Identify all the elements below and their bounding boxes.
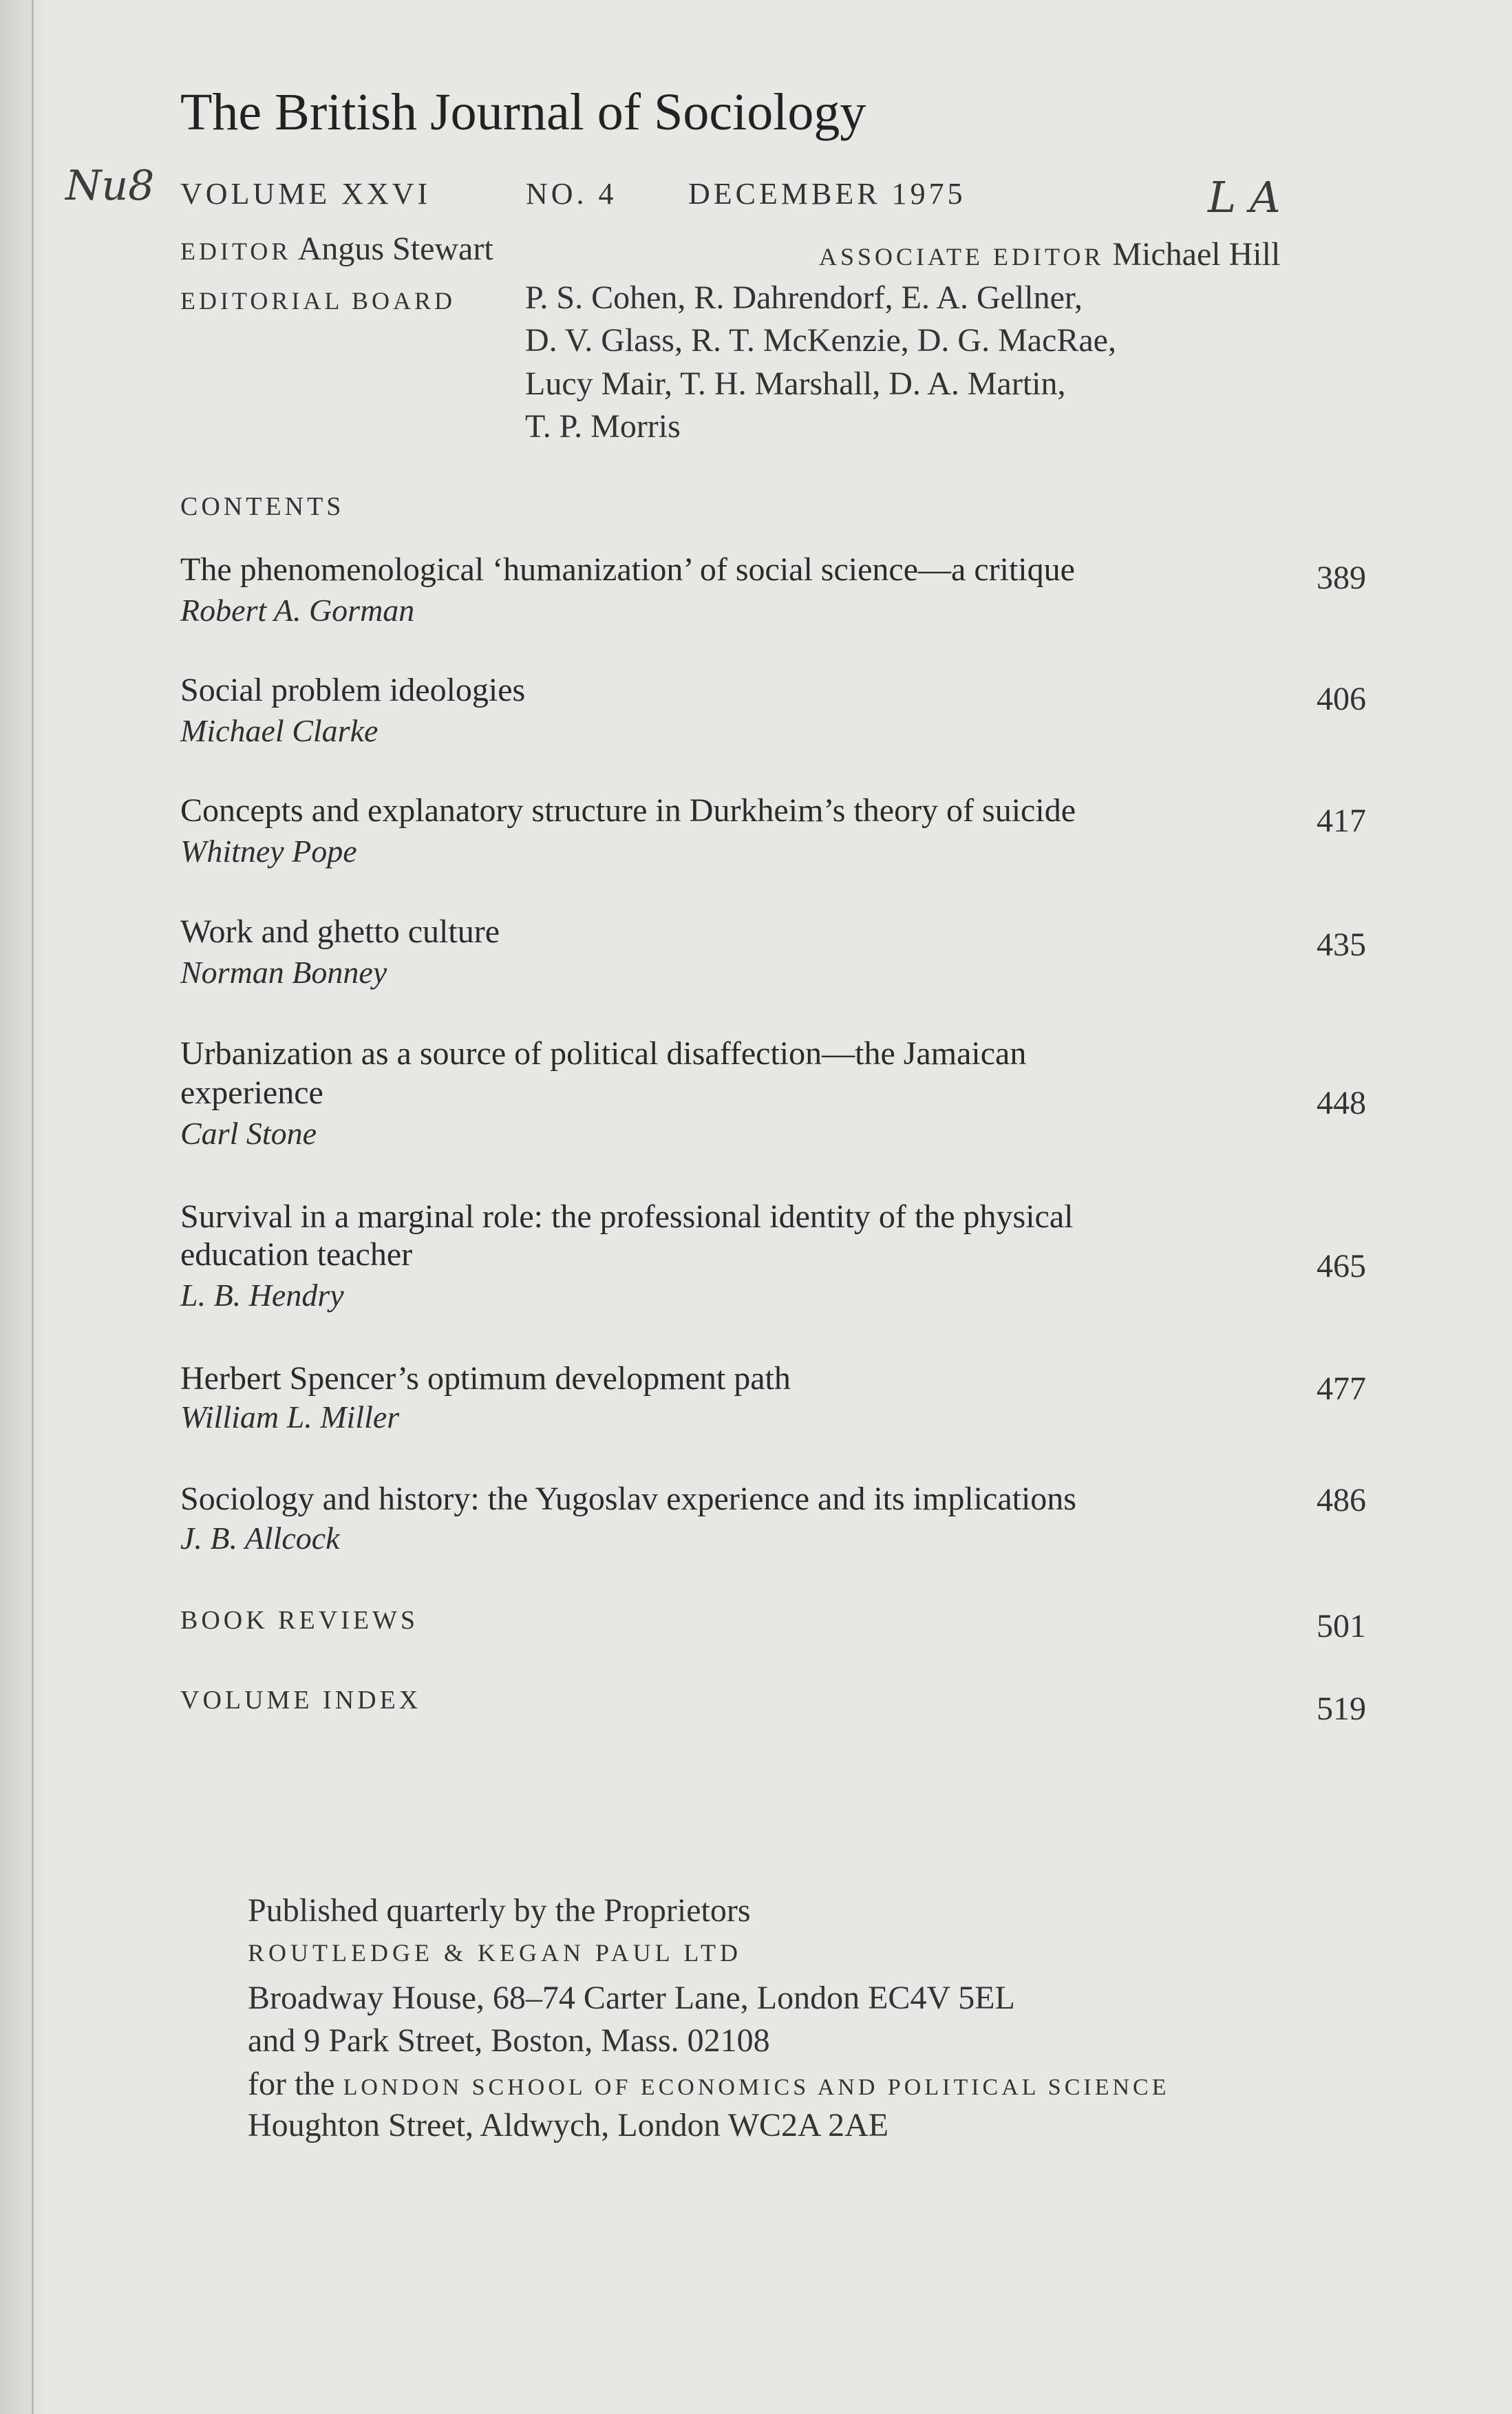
editorial-board-line: P. S. Cohen, R. Dahrendorf, E. A. Gellner, xyxy=(525,279,1083,316)
binding-edge xyxy=(32,0,34,2414)
editor-line xyxy=(180,230,493,268)
article-page-number: 417 xyxy=(1317,803,1366,839)
article-title: Survival in a marginal role: the professional identity of the physical xyxy=(180,1198,1074,1235)
editor-name: Angus Stewart xyxy=(297,231,493,267)
article-title: The phenomenological ‘humanization’ of social science—a critique xyxy=(180,551,1075,588)
article-author: Whitney Pope xyxy=(180,834,357,869)
institution-address: Houghton Street, Aldwych, London WC2A 2AE xyxy=(248,2107,889,2143)
publisher-name: ROUTLEDGE & KEGAN PAUL LTD xyxy=(248,1939,742,1967)
article-page-number: 486 xyxy=(1317,1482,1366,1518)
issue-date: DECEMBER 1975 xyxy=(688,177,966,211)
institution-line xyxy=(248,2065,1169,2103)
article-title: Concepts and explanatory structure in Durkheim’s theory of suicide xyxy=(180,792,1076,829)
article-author: Carl Stone xyxy=(180,1116,317,1151)
article-page-number: 448 xyxy=(1317,1085,1366,1121)
article-page-number: 477 xyxy=(1317,1370,1366,1407)
page-edge-shadow xyxy=(0,0,48,2414)
article-title: Sociology and history: the Yugoslav experience and its implications xyxy=(180,1481,1076,1517)
associate-editor-line xyxy=(819,235,1280,273)
article-title-continued: education teacher xyxy=(180,1236,413,1273)
article-author: L. B. Hendry xyxy=(180,1278,344,1313)
article-author: Michael Clarke xyxy=(180,713,379,748)
institution-name: LONDON SCHOOL OF ECONOMICS AND POLITICAL SCIENCE xyxy=(343,2075,1170,2100)
handwritten-note-left: Nu8 xyxy=(65,162,155,210)
book-reviews-heading: BOOK REVIEWS xyxy=(180,1606,419,1635)
volume-index-heading: VOLUME INDEX xyxy=(180,1686,422,1715)
publisher-line: Published quarterly by the Proprietors xyxy=(248,1892,751,1929)
publisher-address-us: and 9 Park Street, Boston, Mass. 02108 xyxy=(248,2022,770,2059)
article-page-number: 465 xyxy=(1317,1248,1366,1284)
issue-number: NO. 4 xyxy=(526,177,617,211)
publisher-address: Broadway House, 68–74 Carter Lane, London EC4V 5EL xyxy=(248,1980,1015,2016)
article-page-number: 435 xyxy=(1317,927,1366,963)
journal-title: The British Journal of Sociology xyxy=(180,83,866,141)
article-author: Norman Bonney xyxy=(180,955,387,990)
article-title-continued: experience xyxy=(180,1074,323,1111)
book-reviews-page-number: 501 xyxy=(1317,1608,1366,1644)
contents-heading: CONTENTS xyxy=(180,492,345,521)
article-author: William L. Miller xyxy=(180,1399,400,1434)
editorial-board-line: T. P. Morris xyxy=(525,408,681,445)
volume-index-page-number: 519 xyxy=(1317,1691,1366,1727)
associate-editor-name: Michael Hill xyxy=(1112,236,1281,273)
article-title: Social problem ideologies xyxy=(180,672,526,708)
article-author: Robert A. Gorman xyxy=(180,593,415,628)
article-title: Herbert Spencer’s optimum development path xyxy=(180,1360,791,1397)
editorial-board-label: EDITORIAL BOARD xyxy=(180,287,456,315)
institution-prefix: for the xyxy=(248,2066,335,2102)
editorial-board-line: Lucy Mair, T. H. Marshall, D. A. Martin, xyxy=(525,366,1066,402)
article-title: Work and ghetto culture xyxy=(180,913,500,950)
associate-editor-label: ASSOCIATE EDITOR xyxy=(819,243,1105,271)
editor-label: EDITOR xyxy=(180,237,292,265)
volume-label: VOLUME XXVI xyxy=(180,177,432,211)
article-page-number: 389 xyxy=(1317,560,1366,596)
article-title: Urbanization as a source of political disaffection—the Jamaican xyxy=(180,1035,1027,1072)
article-page-number: 406 xyxy=(1317,681,1366,717)
handwritten-note-right: L A xyxy=(1208,172,1281,222)
editorial-board-line: D. V. Glass, R. T. McKenzie, D. G. MacRae, xyxy=(525,322,1116,359)
article-author: J. B. Allcock xyxy=(180,1521,340,1556)
